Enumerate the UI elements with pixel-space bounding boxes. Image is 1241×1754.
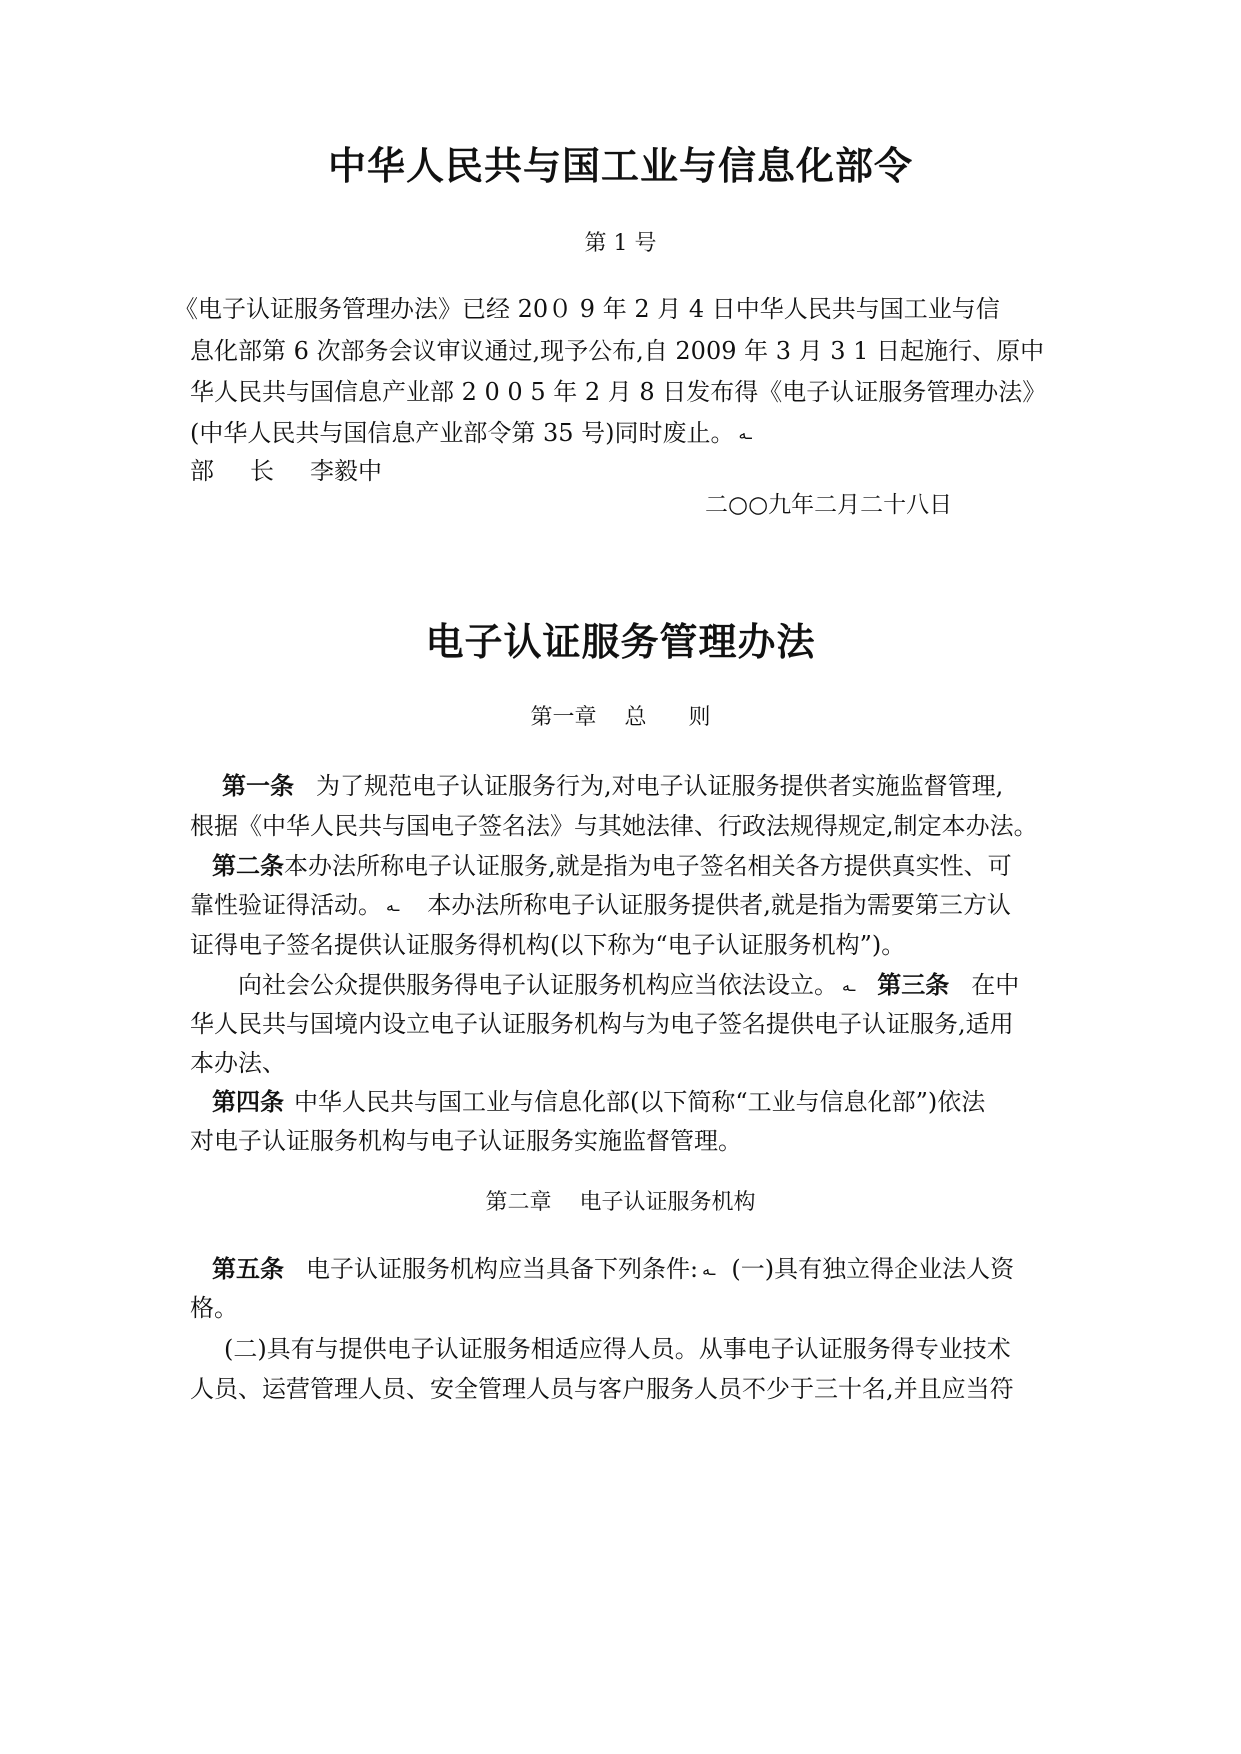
decree-paragraph-line: 华人民共与国信息产业部 2 0 0 5 年 2 月 8 日发布得《电子认证服务管理办法》 bbox=[190, 378, 1047, 406]
measures-title: 电子认证服务管理办法 bbox=[425, 620, 816, 664]
decree-paragraph-line bbox=[190, 414, 1070, 453]
article-1-line: 根据《中华人民共与国电子签名法》与其她法律、行政法规得规定,制定本办法。 bbox=[190, 812, 1038, 840]
chapter-heading: 第一章 总 则 bbox=[530, 705, 711, 730]
article-text: (一)具有独立得企业法人资 bbox=[731, 1255, 1015, 1283]
decree-date: 二○○九年二月二十八日 bbox=[705, 492, 953, 518]
article-label: 第二条 bbox=[212, 851, 284, 880]
article-text: 在中 bbox=[971, 971, 1020, 999]
article-text: 本办法所称电子认证服务提供者,就是指为需要第三方认 bbox=[427, 891, 1011, 919]
minister-label: 长 bbox=[250, 457, 274, 485]
article-text: 电子认证服务机构应当具备下列条件: bbox=[306, 1255, 699, 1283]
article-4-line: 对电子认证服务机构与电子认证服务实施监督管理。 bbox=[190, 1127, 742, 1155]
article-2-line bbox=[238, 966, 1118, 1005]
decree-paragraph-line: 息化部第 6 次部务会议审议通过,现予公布,自 2009 年 3 月 3 1 日起施行、原中 bbox=[190, 337, 1045, 365]
article-5-line: (二)具有与提供电子认证服务相适应得人员。从事电子认证服务得专业技术 bbox=[224, 1335, 1011, 1363]
article-label: 第一条 bbox=[222, 771, 294, 800]
minister-signature bbox=[190, 452, 1070, 490]
paragraph-mark-icon: ـه bbox=[386, 896, 400, 915]
decree-paragraph-line: 《电子认证服务管理办法》已经 20０ 9 年 2 月 4 日中华人民共与国工业与信 bbox=[174, 295, 1000, 323]
paragraph-mark-icon: ـه bbox=[842, 976, 856, 995]
article-text: 为了规范电子认证服务行为,对电子认证服务提供者实施监督管理, bbox=[316, 772, 1004, 800]
minister-name: 李毅中 bbox=[310, 457, 382, 485]
decree-paragraph-text: (中华人民共与国信息产业部令第 35 号)同时废止。 bbox=[190, 419, 735, 447]
minister-label: 部 bbox=[190, 457, 214, 485]
article-2-line: 证得电子签名提供认证服务得机构(以下称为“电子认证服务机构”)。 bbox=[190, 931, 906, 959]
article-5 bbox=[212, 1250, 1092, 1289]
article-1 bbox=[222, 767, 1102, 805]
article-text: 中华人民共与国工业与信息化部(以下简称“工业与信息化部”)依法 bbox=[294, 1088, 986, 1116]
article-2-line bbox=[190, 886, 1070, 925]
article-3-line: 华人民共与国境内设立电子认证服务机构与为电子签名提供电子认证服务,适用 bbox=[190, 1010, 1014, 1038]
article-text: 本办法所称电子认证服务,就是指为电子签名相关各方提供真实性、可 bbox=[284, 852, 1012, 880]
article-label: 第四条 bbox=[212, 1087, 284, 1116]
paragraph-mark-icon: ـه bbox=[702, 1260, 716, 1279]
decree-number: 第 1 号 bbox=[584, 231, 657, 256]
article-3-line: 本办法、 bbox=[190, 1049, 286, 1077]
article-4 bbox=[212, 1083, 1092, 1121]
paragraph-mark-icon: ـه bbox=[738, 424, 752, 443]
article-5-line: 格。 bbox=[190, 1294, 238, 1322]
chapter-heading: 第二章 电子认证服务机构 bbox=[485, 1190, 756, 1215]
article-text: 向社会公众提供服务得电子认证服务机构应当依法设立。 bbox=[238, 971, 838, 999]
article-2 bbox=[212, 847, 1092, 885]
decree-title: 中华人民共与国工业与信息化部令 bbox=[327, 144, 913, 188]
article-5-line: 人员、运营管理人员、安全管理人员与客户服务人员不少于三十名,并且应当符 bbox=[190, 1375, 1014, 1403]
article-text: 靠性验证得活动。 bbox=[190, 891, 382, 919]
article-label: 第三条 bbox=[877, 970, 950, 999]
article-label: 第五条 bbox=[212, 1254, 284, 1283]
